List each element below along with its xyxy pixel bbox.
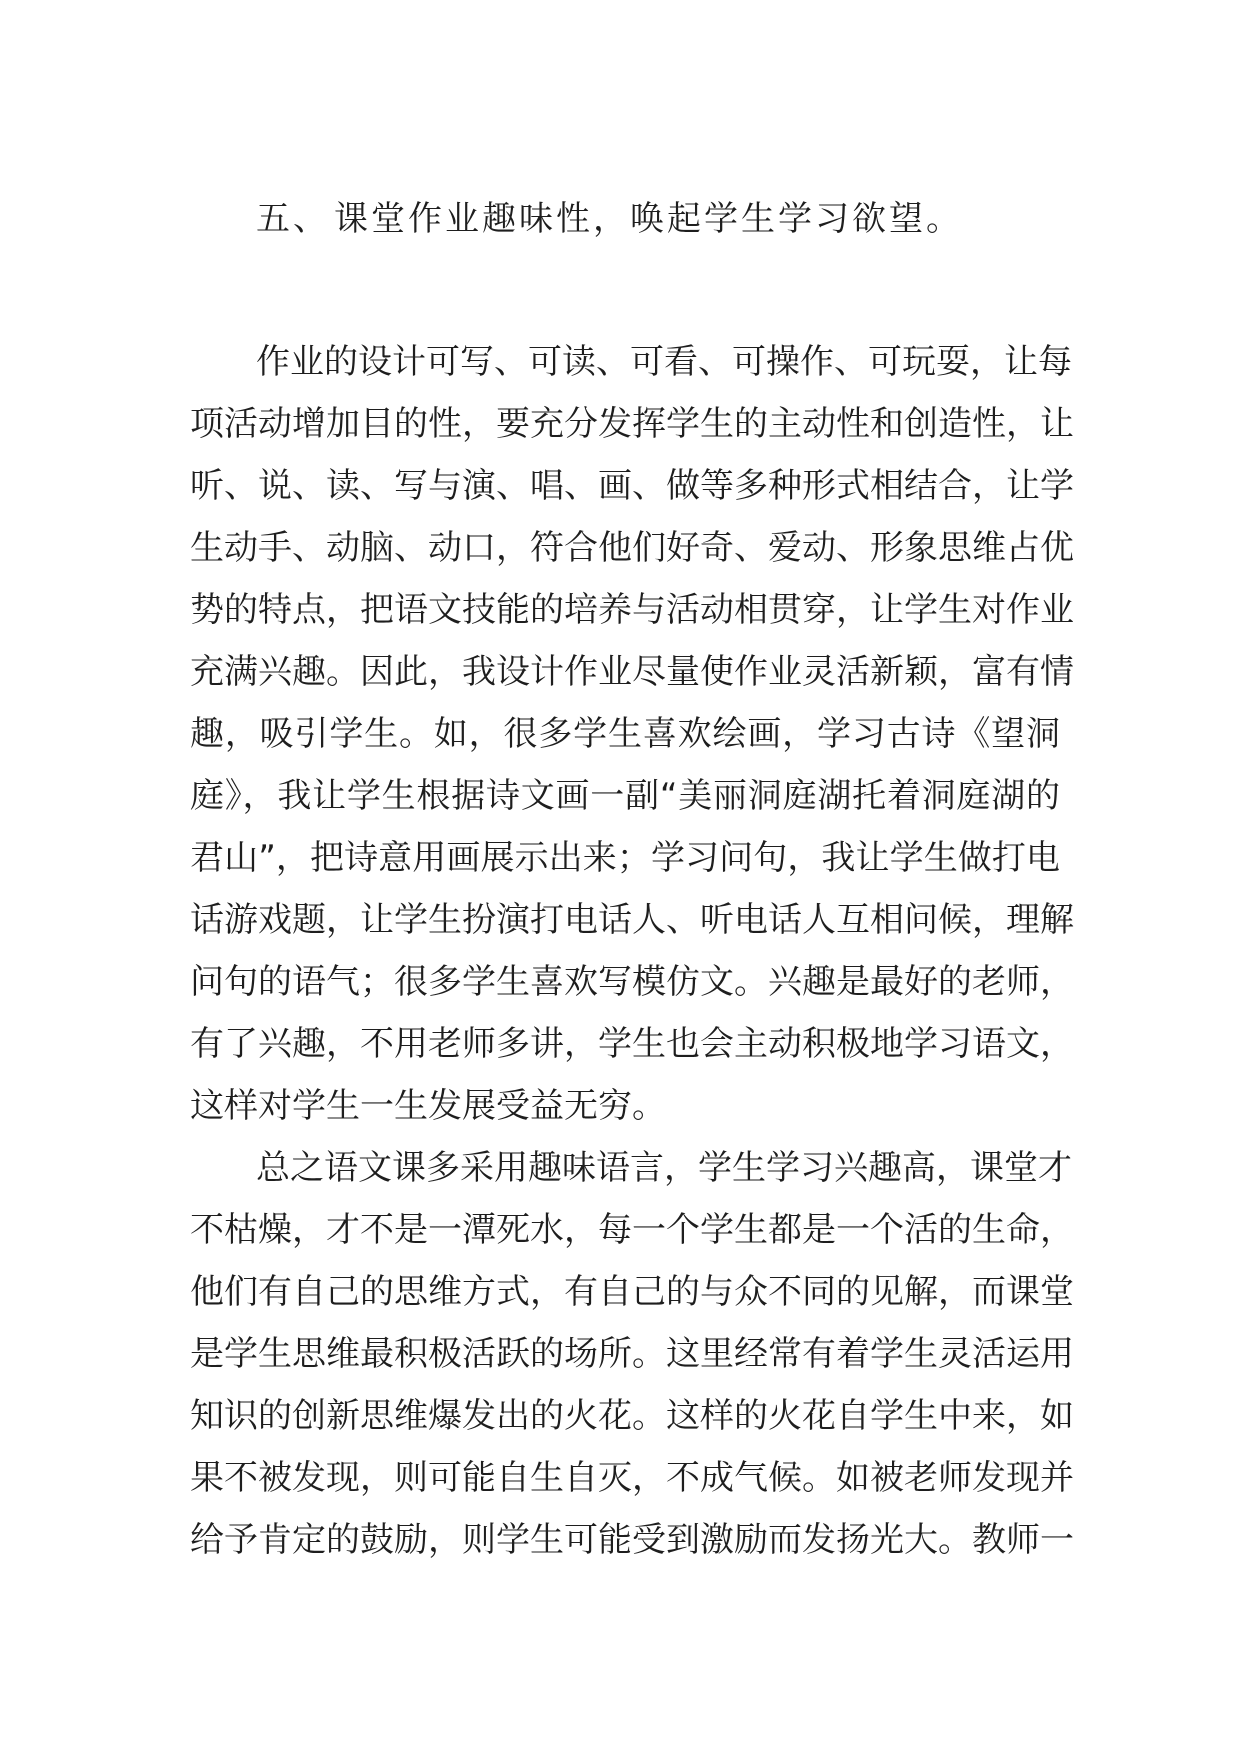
paragraph-line: 项活动增加目的性，要充分发挥学生的主动性和创造性，让 xyxy=(190,404,1074,444)
section-number: 五、 xyxy=(256,199,330,239)
section-title: 课堂作业趣味性，唤起学生学习欲望。 xyxy=(334,199,963,239)
paragraph-line: 不枯燥，才不是一潭死水，每一个学生都是一个活的生命， xyxy=(190,1210,1074,1250)
paragraph-conclusion xyxy=(190,1137,1074,1571)
paragraph-line: 是学生思维最积极活跃的场所。这里经常有着学生灵活运用 xyxy=(190,1334,1074,1374)
paragraph-line: 势的特点，把语文技能的培养与活动相贯穿，让学生对作业 xyxy=(190,590,1074,630)
paragraph-line: 这样对学生一生发展受益无穷。 xyxy=(190,1086,666,1126)
paragraph-line: 问句的语气；很多学生喜欢写模仿文。兴趣是最好的老师， xyxy=(190,962,1074,1002)
paragraph-line: 知识的创新思维爆发出的火花。这样的火花自学生中来，如 xyxy=(190,1396,1074,1436)
paragraph-line: 听、说、读、写与演、唱、画、做等多种形式相结合，让学 xyxy=(190,466,1074,506)
paragraph-line: 总之语文课多采用趣味语言，学生学习兴趣高，课堂才 xyxy=(256,1148,1072,1188)
paragraph-line: 话游戏题，让学生扮演打电话人、听电话人互相问候，理解 xyxy=(190,900,1074,940)
paragraph-line: 果不被发现，则可能自生自灭，不成气候。如被老师发现并 xyxy=(190,1458,1074,1498)
paragraph-line: 有了兴趣，不用老师多讲，学生也会主动积极地学习语文， xyxy=(190,1024,1074,1064)
paragraph-line: 作业的设计可写、可读、可看、可操作、可玩耍，让每 xyxy=(256,342,1072,382)
paragraph-line: 他们有自己的思维方式，有自己的与众不同的见解，而课堂 xyxy=(190,1272,1074,1312)
paragraph-line: 给予肯定的鼓励，则学生可能受到激励而发扬光大。教师一 xyxy=(190,1520,1074,1560)
paragraph-line: 趣，吸引学生。如，很多学生喜欢绘画，学习古诗《望洞 xyxy=(190,714,1060,754)
section-heading xyxy=(256,194,1076,244)
paragraph-line: 庭》，我让学生根据诗文画一副“美丽洞庭湖托着洞庭湖的 xyxy=(190,776,1060,816)
paragraph-homework-design xyxy=(190,331,1074,1137)
paragraph-line: 生动手、动脑、动口，符合他们好奇、爱动、形象思维占优 xyxy=(190,528,1074,568)
paragraph-line: 君山”，把诗意用画展示出来；学习问句，我让学生做打电 xyxy=(190,838,1060,878)
paragraph-line: 充满兴趣。因此，我设计作业尽量使作业灵活新颖，富有情 xyxy=(190,652,1074,692)
